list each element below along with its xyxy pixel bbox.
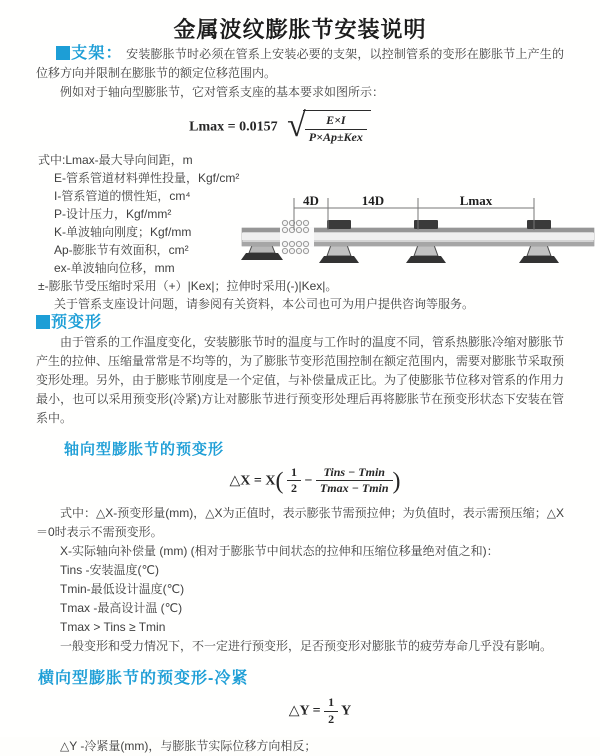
axial-line: Tmax -最高设计温 (℃)	[60, 601, 183, 616]
lateral-formula-rhs: Y	[341, 703, 352, 719]
definition-line: I-管系管道的惯性矩，cm⁴	[54, 188, 191, 203]
axial-line: X-实际轴向补偿量 (mm) (相对于膨胀节中间状态的拉伸和压缩位移量绝对值之和)：	[60, 544, 499, 559]
definition-line: P-设计压力，Kgf/mm²	[54, 206, 172, 221]
half-numerator: 1	[287, 466, 301, 482]
lateral-formula-lhs: △Y =	[288, 703, 321, 719]
axial-line: Tmin-最低设计温度(℃)	[60, 582, 185, 597]
predeform-section-header	[36, 313, 564, 333]
lateral-note-block	[36, 737, 564, 756]
lateral-half-fraction	[324, 696, 338, 727]
radical-group	[287, 107, 371, 145]
dim-label-4d: 4D	[303, 193, 319, 208]
definition-line: 式中:Lmax-最大导向间距，m	[38, 152, 193, 167]
open-paren: (	[275, 467, 284, 494]
section-square-icon	[56, 46, 70, 60]
axial-parameter-lines	[36, 542, 564, 656]
lmax-formula	[0, 107, 564, 145]
pipe-support-diagram	[240, 192, 598, 288]
axial-formula-lhs: △X = X	[229, 473, 276, 489]
lateral-formula	[76, 696, 564, 727]
definition-closing-line: 关于管系支座设计问题，请参阅有关资料，本公司也可为用户提供咨询等服务。	[54, 296, 475, 311]
bracket-section-heading: 支架：	[71, 45, 123, 62]
predeform-section-heading: 预变形	[51, 313, 103, 331]
lateral-half-den: 2	[328, 711, 335, 726]
definition-line: E-管系管道材料弹性投量，Kgf/cm²	[54, 170, 240, 185]
pipe-support	[319, 245, 359, 263]
bellows-icon	[280, 220, 314, 253]
axial-line: Tins -安装温度(℃)	[60, 563, 160, 578]
lateral-half-num: 1	[324, 696, 338, 712]
lateral-note-line: △Y -冷紧量(mm)，与膨胀节实际位移方向相反；	[60, 738, 317, 753]
temp-numerator: Tins − Tmin	[316, 466, 393, 482]
temperature-fraction	[316, 466, 393, 497]
dim-label-lmax: Lmax	[459, 193, 493, 208]
axial-explain-paragraph: 式中：△X-预变形量(mm)，△X为正值时，表示膨张节需预拉伸；为负值时，表示需预压缩；△X＝0时表示不需预变形。	[36, 506, 564, 540]
definition-line: Ap-膨胀节有效面积，cm²	[54, 242, 189, 257]
definition-line: K-单波轴向刚度；Kgf/mm	[54, 224, 192, 239]
section-square-icon	[36, 315, 50, 329]
bracket-intro-text: 安装膨胀节时必须在管系上安装必要的支架，以控制管系的变形在膨胀节上产生的位移方向并限制在膨胀节的额定位移范围内。	[36, 47, 564, 80]
pipe-clamp	[327, 220, 351, 229]
axial-formula	[66, 466, 564, 497]
axial-line: 一般变形和受力情况下，不一定进行预变形，足否预变形对膨胀节的疲劳寿命几乎没有影响。	[60, 639, 553, 654]
axial-line: Tmax > Tins ≥ Tmin	[60, 620, 166, 635]
pipe-clamp	[527, 220, 551, 229]
pipe-support	[519, 245, 559, 263]
half-denominator: 2	[290, 481, 297, 496]
temp-denominator: Tmax − Tmin	[319, 481, 389, 496]
dim-label-14d: 14D	[361, 193, 385, 208]
close-paren: )	[392, 467, 401, 494]
lmax-fraction	[305, 114, 367, 145]
pipe-support	[406, 245, 446, 263]
half-fraction	[287, 466, 301, 497]
lateral-subsection-heading: 横向型膨胀节的预变形-冷紧	[38, 670, 249, 688]
lmax-numerator: E×I	[305, 114, 367, 130]
minus-sign: −	[304, 473, 313, 489]
bracket-example-line: 例如对于轴向型膨胀节，它对管系支座的基本要求如图所示：	[60, 85, 385, 99]
lmax-denominator: P×Ap±Kex	[308, 129, 363, 144]
lmax-formula-lhs: Lmax = 0.0157	[189, 119, 278, 135]
radical-sign: √	[287, 107, 306, 144]
axial-subsection-heading: 轴向型膨胀节的预变形	[64, 440, 225, 458]
predeform-body-paragraph: 由于管系的工作温度变化，安装膨胀节时的温度与工作时的温度不同，管系热膨胀冷缩对膨胀节产生的拉伸、压缩量常常是不均等的，为了膨胀节变形范围控制在额定范围内，需要对膨胀节采取预变形处理。另外，由于膨账节刚度是一个定值，与补偿量成正比。为了使膨胀节位移对管系的作用力最小，也可以采用预变形(冷紧)方让对膨胀节进行预变形处理后再将膨胀节在预变形状态下安装在管系中。	[36, 334, 565, 425]
definition-line-pm: ±-膨胀节受压缩时采用（+）|Kex|；拉伸时采用(-)|Kex|。	[38, 278, 338, 293]
bracket-intro-paragraph	[36, 44, 564, 83]
definition-line: ex-单波轴向位移，mm	[54, 260, 175, 275]
page-title: 金属波纹膨胀节安装说明	[173, 17, 427, 42]
